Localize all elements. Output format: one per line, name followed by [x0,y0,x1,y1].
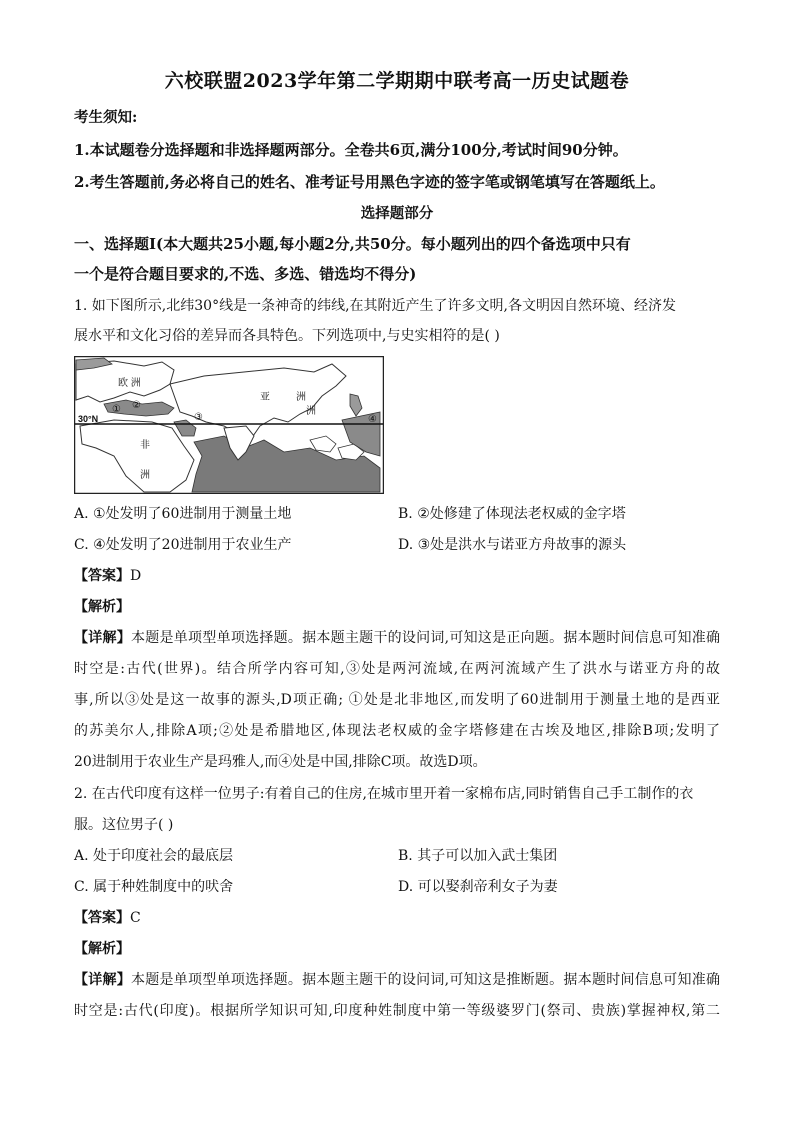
q1-detail-tag: 【详解】 [74,630,132,646]
q2-option-c: C. 属于种姓制度中的吠舍 [74,879,234,895]
notice-heading: 考生须知: [74,109,138,126]
map-marker-4: ④ [368,414,377,425]
q1-detail-line5: 20进制用于农业生产是玛雅人,而④处是中国,排除C项。故选D项。 [74,754,487,770]
q1-detail-line2: 时空是:古代(世界)。结合所学内容可知,③处是两河流域,在两河流域产生了洪水与诺亚方舟的故 [74,661,720,677]
q1-answer-value: D [130,568,142,584]
map-label-africa-2: 洲 [140,470,150,481]
q2-option-b: B. 其子可以加入武士集团 [398,848,558,864]
q1-answer [74,566,141,586]
latitude-30n-map [74,356,384,494]
q2-answer [74,908,141,928]
q2-detail-tag: 【详解】 [74,972,132,988]
q1-detail-line4: 的苏美尔人,排除A项;②处是希腊地区,体现法老权威的金字塔修建在古埃及地区,排除B项;发明了 [74,723,720,739]
notice-item-2: 2.考生答题前,务必将自己的姓名、准考证号用黑色字迹的签字笔或钢笔填写在答题纸上。 [74,173,665,191]
q2-stem-line2: 服。这位男子( ) [74,817,174,833]
q1-detail-line3: 事,所以③处是这一故事的源头,D项正确; ①处是北非地区,而发明了60进制用于测量土地的是西亚 [74,692,720,708]
q2-answer-value: C [130,910,141,926]
map-marker-2: ② [132,400,141,411]
q1-option-c: C. ④处发明了20进制用于农业生产 [74,537,292,553]
q2-detail-line1 [74,970,720,990]
q2-answer-tag: 【答案】 [74,910,130,926]
q1-stem-line2: 展水平和文化习俗的差异而各具特色。下列选项中,与史实相符的是( ) [74,328,500,344]
q2-option-d: D. 可以娶刹帝利女子为妻 [398,879,558,895]
notice-item-1: 1.本试题卷分选择题和非选择题两部分。全卷共6页,满分100分,考试时间90分钟。 [74,141,628,159]
q1-stem-line1: 1. 如下图所示,北纬30°线是一条神奇的纬线,在其附近产生了许多文明,各文明因自然环境、经济发 [74,298,676,314]
q2-analysis-tag: 【解析】 [74,941,130,957]
q1-analysis-tag: 【解析】 [74,599,130,615]
q2-detail-text-1: 本题是单项型单项选择题。据本题主题干的设问词,可知这是推断题。据本题时间信息可知准确 [131,972,720,988]
q1-option-a: A. ①处发明了60进制用于测量土地 [74,506,292,522]
q1-detail-line1 [74,628,720,648]
map-label-europe: 欧 洲 [118,378,141,389]
map-marker-1: ① [112,404,121,415]
map-label-30n: 30°N [78,414,99,424]
q2-stem-line1: 2. 在古代印度有这样一位男子:有着自己的住房,在城市里开着一家棉布店,同时销售自己手工制作的衣 [74,786,694,802]
q1-answer-tag: 【答案】 [74,568,130,584]
exam-title: 六校联盟2023学年第二学期期中联考高一历史试题卷 [164,70,630,92]
q1-option-b: B. ②处修建了体现法老权威的金字塔 [398,506,626,522]
part1-instruction-line1: 一、选择题Ⅰ(本大题共25小题,每小题2分,共50分。每小题列出的四个备选项中只有 [74,235,631,253]
map-label-asia-2: 洲 [296,392,306,403]
part1-instruction-line2: 一个是符合题目要求的,不选、多选、错选均不得分) [74,265,417,283]
map-label-asia-1: 亚 [260,392,270,403]
q2-option-a: A. 处于印度社会的最底层 [74,848,234,864]
q2-detail-line2: 时空是:古代(印度)。根据所学知识可知,印度种姓制度中第一等级婆罗门(祭司、贵族)掌握神权,第二 [74,1003,720,1019]
map-marker-3: ③ [194,412,203,423]
section-title: 选择题部分 [360,205,434,222]
q1-option-d: D. ③处是洪水与诺亚方舟故事的源头 [398,537,627,553]
q1-detail-text-1: 本题是单项型单项选择题。据本题主题干的设问词,可知这是正向题。据本题时间信息可知准确 [131,630,720,646]
map-label-asia-3: 洲 [306,406,316,417]
map-label-africa-1: 非 [140,440,150,451]
